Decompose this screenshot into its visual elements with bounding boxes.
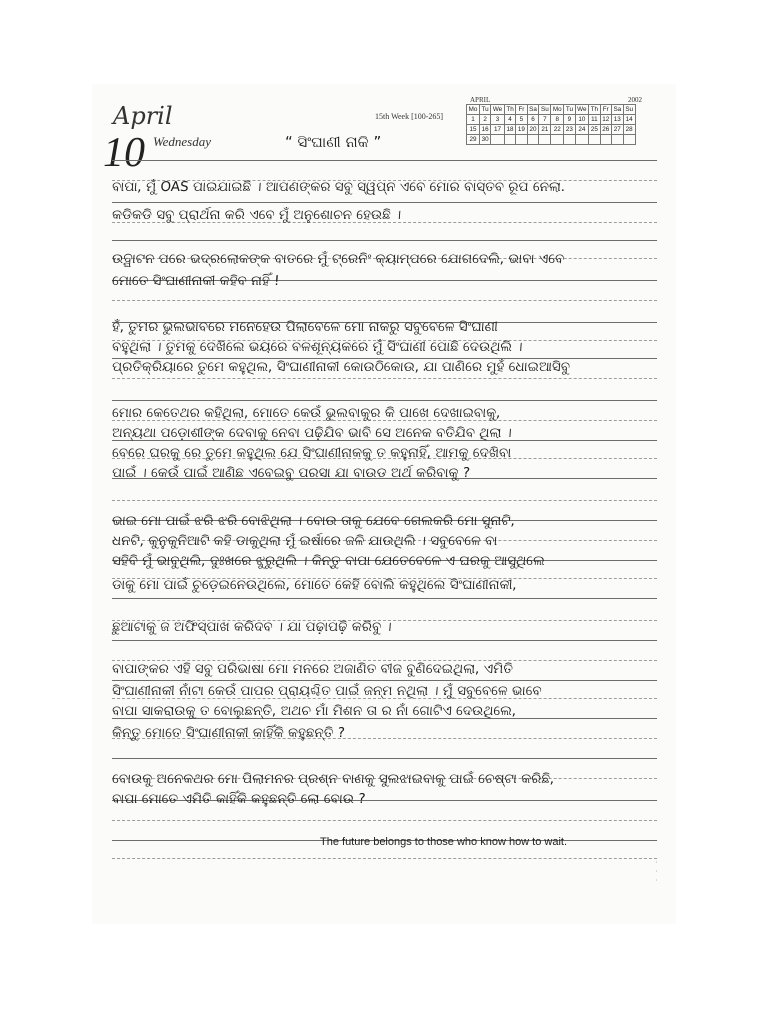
calendar-cell: 29 — [467, 135, 480, 145]
calendar-cell: 12 — [600, 115, 611, 125]
calendar-cell: 1 — [467, 115, 480, 125]
calendar-row — [467, 125, 636, 135]
calendar-cell: 19 — [516, 125, 527, 135]
ruled-line — [112, 400, 657, 401]
calendar-cell — [516, 135, 527, 145]
calendar-cell: 11 — [589, 115, 601, 125]
text-line: ଡାକୁ ମୋ ପାଇଁ ଚୁଡ଼େଇନେଉଥିଲେ, ମୋତେ କେହି ବୋଲି କହୁଥିଲେ ସିଂଘାଣୀନାକୀ, — [111, 577, 518, 593]
text-line: ପାଇଁ । କେଉଁ ପାଇଁ ଆଣିଛ ଏବେଇବୁ ପରସା ଯା ବାଉଡ ଅର୍ଥ କରିବାକୁ ? — [111, 465, 471, 481]
text-line: ସହିବି ମୁଁ ଭାବୁଥିଲି, ଦୁଃଖରେ ଝୁରୁଥିଲି । କିନ୍ତୁ ବାପା ଯେତେବେଳେ ଏ ଘରକୁ ଆସୁଥିଲେ — [111, 553, 546, 569]
calendar-cell: 13 — [611, 115, 623, 125]
calendar-cell — [539, 135, 551, 145]
calendar-cell — [611, 135, 623, 145]
text-line: ବୋଉକୁ ଅନେକଥର ମୋ ପିଲାମନର ପ୍ରଶ୍ନ ବାଣକୁ ସୁଲଝାଇବାକୁ ପାଇଁ ଚେଷ୍ଟା କରିଛି, — [111, 771, 555, 787]
calendar-cell: We — [491, 105, 505, 115]
calendar-cell: 9 — [564, 115, 575, 125]
calendar-cell: 22 — [551, 125, 564, 135]
text-line: କଡିକଡି ସବୁ ପ୍ରାର୍ଥନା କରି ଏବେ ମୁଁ ଅନୁଶୋଚନ ହେଉଛି । — [111, 207, 402, 223]
calendar-cell: 16 — [479, 125, 490, 135]
ruled-line — [112, 640, 657, 641]
calendar-header-row — [467, 105, 636, 115]
text-line: ବାପା ମୋତେ ଏମିତି କାହିଁକି କହୁଛନ୍ତି ଲୋ ବୋଉ ? — [111, 791, 367, 807]
text-line: ପ୍ରତିକ୍ରିୟାରେ ତୁମେ କହୁଥିଲ, ସିଂଘାଣୀନାକୀ କୋଉଠିକୋଉ, ଯା ପାଣିରେ ମୁହଁ ଧୋଇଆସିବୁ — [111, 359, 571, 375]
calendar-cell: Mo — [467, 105, 480, 115]
calendar-cell: 8 — [551, 115, 564, 125]
day-name: Wednesday — [153, 134, 212, 149]
calendar-cell: 20 — [527, 125, 539, 135]
calendar-row — [467, 135, 636, 145]
text-line: ଛୁଆଟାକୁ ଜ ଅଫିସ୍ପାଖ କରିଦବ । ଯା ପଢ଼ାପଢ଼ି କରିବୁ । — [111, 619, 393, 635]
text-line: ସିଂଘାଣୀନାକୀ ନାଁଟା କେଉଁ ପାପର ପ୍ରାୟଶ୍ଚିତ ପାଇଁ ଜନ୍ମ ନଥିଲା । ମୁଁ ସବୁବେଳେ ଭାବେ — [111, 683, 543, 699]
calendar-cell — [564, 135, 575, 145]
calendar-cell: Tu — [564, 105, 575, 115]
footer-quote: The future belongs to those who know how to wait. — [320, 836, 568, 848]
calendar-cell — [551, 135, 564, 145]
week-label: 15th Week [100-265] — [375, 112, 444, 121]
calendar-cell: 3 — [491, 115, 505, 125]
calendar-cell: 17 — [491, 125, 505, 135]
calendar-cell — [623, 135, 635, 145]
calendar-cell: Th — [589, 105, 601, 115]
ruled-line — [112, 680, 657, 681]
ruled-line — [112, 598, 657, 599]
text-line: କିନ୍ତୁ ମୋତେ ସିଂଘାଣୀନାକୀ କାହିଁକି କହୁଛନ୍ତି ? — [111, 725, 346, 741]
ruled-line — [112, 300, 657, 301]
day-number: 10 — [103, 130, 145, 176]
calendar-cell: 24 — [575, 125, 589, 135]
calendar-month: APRIL — [470, 96, 491, 104]
text-line: ମୋତେ ସିଂଘାଣୀନାକୀ କହିବ ନାହିଁ ! — [111, 273, 280, 289]
calendar-cell — [589, 135, 601, 145]
text-line: ହଁ, ତୁମର ଭୁଲଭାବରେ ମନେହେଉ ପିଲାବେଳେ ମୋ ନାକରୁ ସବୁବେଳେ ସିଂଘାଣୀ — [111, 319, 499, 335]
text-line: ବାପା, ମୁଁ OAS ପାଇଯାଇଛି । ଆପଣଙ୍କର ସବୁ ସ୍ୱପ୍ନ ଏବେ ମୋର ବାସ୍ତବ ରୂପ ନେଲା. — [111, 179, 566, 195]
calendar-row — [467, 115, 636, 125]
calendar-cell: Th — [504, 105, 516, 115]
ruled-line — [112, 202, 657, 203]
calendar-cell: 26 — [600, 125, 611, 135]
calendar-year: 2002 — [628, 96, 642, 104]
calendar-cell — [504, 135, 516, 145]
calendar-cell: Su — [539, 105, 551, 115]
calendar-cell: 27 — [611, 125, 623, 135]
calendar-cell: 23 — [564, 125, 575, 135]
ruled-line — [112, 240, 657, 241]
text-line: ଧନଟି, କୁନୁକୁନିଆଟି କହି ଡାକୁଥିଲା ମୁଁ ଇର୍ଷାରେ ଜଳି ଯାଉଥିଲି । ସବୁବେଳେ ବା — [111, 533, 498, 549]
calendar-cell: We — [575, 105, 589, 115]
margin-mark: · · · — [655, 858, 658, 885]
text-line: ମୋର କେତେଥର କହିଥିଲା, ମୋତେ କେଉଁ ଭୁଲବାକୁର କି ପାଖେ ଦେଖାଇବାକୁ, — [111, 405, 501, 421]
calendar-cell — [600, 135, 611, 145]
text-line: ବାପା ସାକରାଉକୁ ତ ବୋଲୁଛନ୍ତି, ଅଥଚ ମାଁ ମିଶନ ତା ର ନାଁ ଗୋଟିଏ ଦେଉଥିଲେ, — [111, 703, 517, 719]
calendar-cell — [491, 135, 505, 145]
calendar-cell: 21 — [539, 125, 551, 135]
calendar-cell: Tu — [479, 105, 490, 115]
calendar-cell: Mo — [551, 105, 564, 115]
calendar-cell: Su — [623, 105, 635, 115]
calendar-cell: 15 — [467, 125, 480, 135]
calendar-cell: 30 — [479, 135, 490, 145]
entry-title: “ ସିଂଘାଣୀ ନାକି ” — [285, 133, 382, 151]
text-line: ଅନ୍ୟଥା ପଡ଼ୋଶୀଙ୍କ ଦେବାକୁ ନେବା ପଢ଼ିଯିବ ଭାବି ସେ ଅନେକ ବତିଯିବ ଥିଲା । — [111, 425, 513, 441]
calendar-cell: 2 — [479, 115, 490, 125]
calendar-cell: 18 — [504, 125, 516, 135]
ruled-line — [112, 820, 657, 821]
calendar-cell: 14 — [623, 115, 635, 125]
month-title: April — [113, 102, 173, 130]
ruled-line — [112, 160, 657, 161]
calendar-cell: 4 — [504, 115, 516, 125]
calendar-cell: 6 — [527, 115, 539, 125]
calendar-cell: Fr — [516, 105, 527, 115]
ruled-line — [112, 500, 657, 501]
calendar-cell: Fr — [600, 105, 611, 115]
text-line: ବେରେ ଘରକୁ ରେ ତୁମେ କହୁଥିଲ ଯେ ସିଂଘାଣୀନାକକୁ ତ କହୁନାହିଁ, ଆମକୁ ଦେଖିବା — [111, 445, 512, 461]
ruled-line — [112, 378, 657, 379]
calendar-cell — [527, 135, 539, 145]
text-line: ଉଦ୍ଘାଟନ ପରେ ଭଦ୍ରଲୋକଙ୍କ ବାତରେ ମୁଁ ଟ୍ରେନିଂ କ୍ୟାମ୍ପରେ ଯୋଗଦେଲି, ଭାବା ଏବେ — [111, 251, 565, 267]
calendar-cell: Sa — [527, 105, 539, 115]
text-line: ଭାଇ ମୋ ପାଇଁ ଝରି ଝରି ବୋଝିଥିଲା । ବୋଉ ତାକୁ ଯେବେ ଗେଲକରି ମୋ ସୁନାଟି, — [111, 513, 516, 529]
text-line: ବହୁଥିଲା । ତୁମକୁ ଦେଖିଲେ ଭୟରେ ବଳଶୂନ୍ୟକରେ ମୁଁ ସିଂଘାଣୀ ପୋଛି ଦେଉଥିଲି । — [111, 339, 524, 355]
calendar-cell: 28 — [623, 125, 635, 135]
calendar-cell: Sa — [611, 105, 623, 115]
text-line: ବାପାଙ୍କର ଏହି ସବୁ ପରିଭାଷା ମୋ ମନରେ ଅଜାଣିତ ବୀଜ ବୁଣିଦେଇଥିଲା, ଏମିତି — [111, 661, 514, 677]
mini-calendar — [466, 104, 636, 145]
calendar-cell: 25 — [589, 125, 601, 135]
ruled-line — [112, 758, 657, 759]
ruled-line — [112, 858, 657, 859]
calendar-cell: 10 — [575, 115, 589, 125]
calendar-cell: 7 — [539, 115, 551, 125]
calendar-cell — [575, 135, 589, 145]
calendar-cell: 5 — [516, 115, 527, 125]
